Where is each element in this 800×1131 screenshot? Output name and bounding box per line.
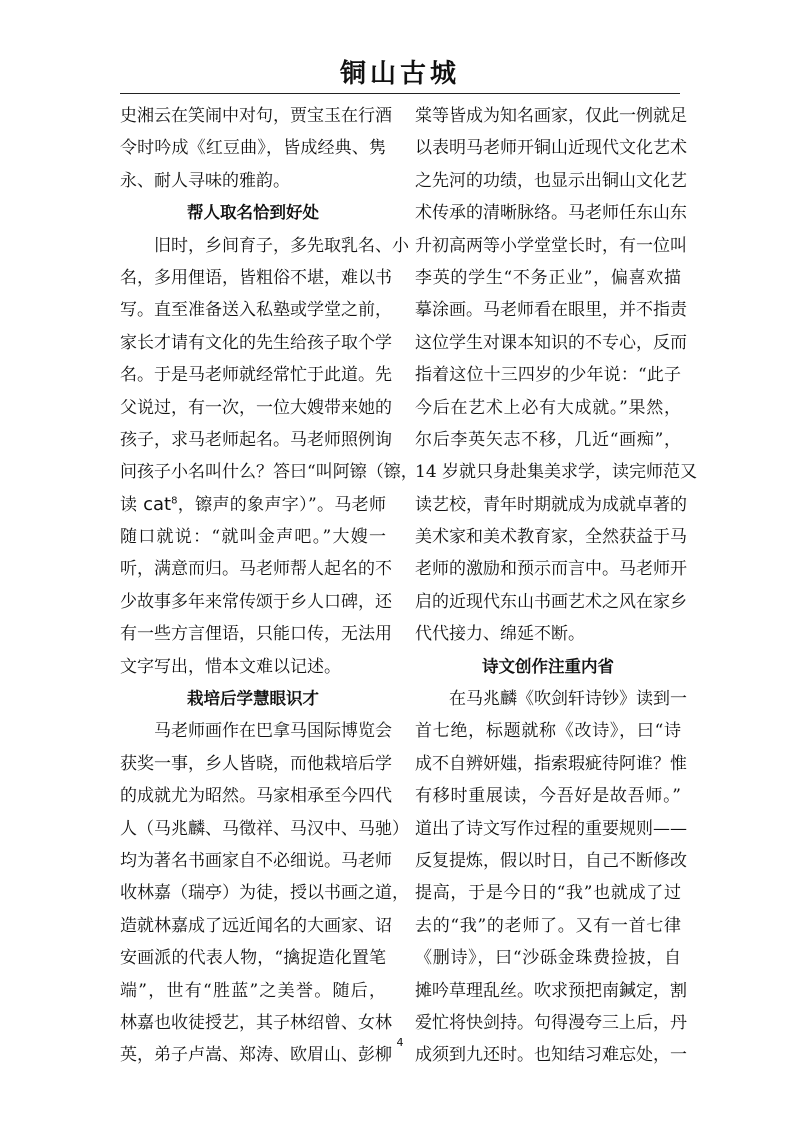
text-line: 以表明马老师开铜山近现代文化艺术 [415,138,687,159]
text-line: 人（马兆麟、马徵祥、马汉中、马驰） [120,818,409,839]
text-line: 永、耐人寻味的雅韵。 [120,170,290,191]
text-line: 成不自辨妍媸，指索瑕疵待阿谁？惟 [415,753,687,774]
text-line: 父说过，有一次，一位大嫂带来她的 [120,397,392,418]
tone-superscript: 8 [171,495,178,507]
text-line: 启的近现代东山书画艺术之风在家乡 [415,591,687,612]
text-line: 这位学生对课本知识的不专心，反而 [415,332,687,353]
text-line: 首七绝，标题就称《改诗》，曰“诗 [415,721,681,742]
text-line: 今后在艺术上必有大成就。”果然， [415,397,681,418]
text-line: 有一些方言俚语，只能口传，无法用 [120,624,392,645]
page-number: 4 [396,1036,404,1049]
text-line: 反复提炼，假以时日，自己不断修改 [415,850,687,871]
text-line: 均为著名书画家自不必细说。马老师 [120,850,392,871]
text-line: 端”，世有“胜蓝”之美誉。随后， [120,980,386,1001]
text-line: 读艺校，青年时期就成为成就卓著的 [415,494,687,515]
text-line: 少故事多年来常传颂于乡人口碑，还 [120,591,392,612]
text-line: 随口就说：“就叫金声吧。”大嫂一 [120,527,386,548]
running-header-title: 铜山古城 [339,59,460,89]
text-line: 《删诗》，曰“沙砾金珠费捡披，自 [415,948,681,969]
text-line: 成须到九还时。也知结习难忘处，一 [415,1045,687,1066]
text-line: 棠等皆成为知名画家，仅此一例就足 [415,106,687,126]
text-line: 尔后李英矢志不移，几近“画痴”， [415,429,681,450]
text-line: 术传承的清晰脉络。马老师任东山东 [415,203,687,224]
text-line: 文字写出，惜本文难以记述。 [120,656,341,677]
text-line: 旧时，乡间育子，多先取乳名、小 [154,235,409,256]
text-line: 获奖一事，乡人皆晓，而他栽培后学 [120,753,392,774]
text-line: 爱忙将快剑持。句得漫夸三上后，丹 [415,1012,687,1033]
right-column [415,100,698,1072]
text-line: 摹涂画。马老师看在眼里，并不指责 [415,300,687,321]
text-line: 收林嘉（瑞亭）为徒，授以书画之道， [120,883,409,904]
text-line: 造就林嘉成了远近闻名的大画家、诏 [120,915,392,936]
text-line: 代代接力、绵延不断。 [415,624,585,645]
text-line: 英，弟子卢嵩、郑涛、欧眉山、彭柳 [120,1045,392,1066]
text-line: 问孩子小名叫什么？答曰“叫阿镲（镲， [120,462,418,483]
pronunciation-text: cat [143,493,172,515]
text-line: 写。直至准备送入私塾或学堂之前， [120,300,392,321]
text-line: 指着这位十三四岁的少年说：“此子 [415,365,681,386]
text-line: 孩子，求马老师起名。马老师照例询 [120,429,392,450]
section-heading: 栽培后学慧眼识才 [187,689,319,709]
text-fragment: ，镲声的象声字）”。马老师 [177,494,386,515]
text-line: 令时吟成《红豆曲》，皆成经典、隽 [120,138,386,159]
text-fragment: 读 [120,494,144,515]
text-line: 摊吟草理乱丝。吹求预把南鍼定，割 [415,980,687,1001]
text-line: 安画派的代表人物，“擒捉造化置笔 [120,948,386,969]
text-line [120,489,386,521]
text-line: 去的“我”的老师了。又有一首七律 [415,915,681,936]
text-line: 之先河的功绩，也显示出铜山文化艺 [415,170,687,191]
left-column [120,100,418,1072]
text-line: 道出了诗文写作过程的重要规则—— [415,818,687,839]
text-line: 李英的学生“不务正业”，偏喜欢描 [415,267,681,288]
text-line: 林嘉也收徒授艺，其子林绍曾、女林 [120,1012,392,1033]
text-line: 名。于是马老师就经常忙于此道。先 [120,365,392,386]
text-line: 美术家和美术教育家，全然获益于马 [415,527,687,548]
text-line: 的成就尤为昭然。马家相承至今四代 [120,786,392,807]
text-line: 升初高两等小学堂堂长时，有一位叫 [415,235,687,256]
text-line: 在马兆麟《吹剑轩诗钞》读到一 [449,689,687,710]
section-heading: 诗文创作注重内省 [482,656,614,676]
text-line: 家长才请有文化的先生给孩子取个学 [120,332,392,353]
text-line: 听，满意而归。马老师帮人起名的不 [120,559,392,580]
text-line: 提高，于是今日的“我”也就成了过 [415,883,681,904]
text-line: 14 岁就只身赴集美求学，读完师范又 [415,462,698,483]
text-line: 马老师画作在巴拿马国际博览会 [154,721,392,742]
header-rule [120,93,680,94]
text-line: 名，多用俚语，皆粗俗不堪，难以书 [120,267,392,288]
text-line: 老师的激励和预示而言中。马老师开 [415,559,687,580]
text-line: 史湘云在笑闹中对句，贾宝玉在行酒 [120,106,392,126]
section-heading: 帮人取名恰到好处 [187,203,319,223]
text-line: 有移时重展读，今吾好是故吾师。” [415,786,681,807]
